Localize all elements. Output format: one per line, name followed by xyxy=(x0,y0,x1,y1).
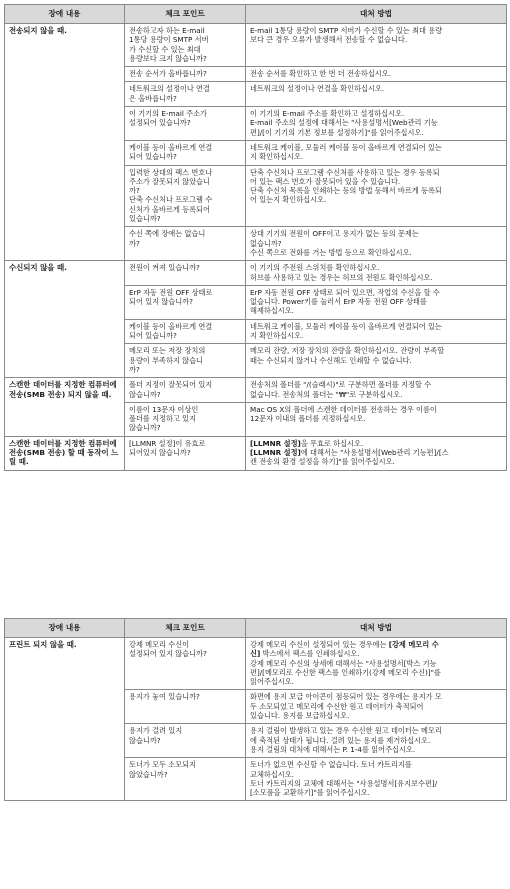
action-line: 없습니다. 전송처의 폴더는 "₩"로 구분하십시오. xyxy=(250,389,403,399)
action-line: 없습니다. Power키를 눌러서 ErP 자동 전원 OFF 상태를 xyxy=(250,297,427,307)
check-point-cell xyxy=(125,261,246,286)
setting-name: [강제 메모리 수 xyxy=(388,640,439,649)
check-point-line: 케이블 등이 올바르게 연결 xyxy=(129,142,213,152)
check-point-cell xyxy=(125,24,246,67)
action-cell xyxy=(246,402,507,436)
action-line: 편]/[이 기기의 기본 정보를 설정하기]"를 읽어주십시오. xyxy=(250,127,424,137)
check-point-line: ErP 자동 전원 OFF 상태로 xyxy=(129,287,213,297)
action-line: 토너가 없으면 수신할 수 없습니다. 토너 카트리지를 xyxy=(250,760,412,770)
action-line: 강제 메모리 수신이 설정되어 있는 경우에는 [강제 메모리 수 xyxy=(250,640,439,649)
action-cell xyxy=(246,724,507,758)
action-line: Mac OS X의 폴더에 스캔한 데이터를 전송하는 경우 이름이 xyxy=(250,404,437,414)
action-line: 12문자 이내의 폴더를 지정하십시오. xyxy=(250,414,366,424)
action-line: 강제 메모리 수신의 상세에 대해서는 "사용설명서[박스 기능 xyxy=(250,658,437,668)
action-cell xyxy=(246,67,507,82)
table-header-row xyxy=(5,619,507,638)
check-point-line: 입력한 상대의 팩스 번호나 xyxy=(129,167,213,177)
table-row xyxy=(5,378,507,403)
action-line: 편]/[메모리로 수신한 팩스를 인쇄하기(강제 메모리 수신)]"를 xyxy=(250,667,441,677)
check-point-line: 단축 수신처나 프로그램 수 xyxy=(129,195,213,205)
check-point-line: 용지가 걸려 있지 xyxy=(129,726,183,736)
check-point-line: 되어 있습니까? xyxy=(129,331,177,341)
setting-name: [LLMNR 설정] xyxy=(250,447,301,457)
check-point-cell xyxy=(125,165,246,227)
check-point-line: 설정되어 있지 않습니까? xyxy=(129,649,207,659)
setting-name: [LLMNR 설정] xyxy=(250,438,301,448)
check-point-line: 용량보다 크지 않습니까? xyxy=(129,53,207,63)
check-point-line: 주소가 잘못되지 않았습니 xyxy=(129,176,210,186)
action-line: 화면에 용지 보급 아이콘이 점등되어 있는 경우에는 용지가 모 xyxy=(250,692,442,702)
action-line: 상대 기기의 전원이 OFF이고 용지가 없는 등의 문제는 xyxy=(250,229,419,239)
check-point-line: 강제 메모리 수신이 xyxy=(129,640,190,649)
action-line: 이 기기의 E-mail 주소를 확인하고 설정하십시오. xyxy=(250,109,405,119)
action-line: [LLMNR 설정]에 대해서는 "사용설명서[Web관리 기능편]/[스 xyxy=(250,447,449,457)
check-point-line: 전송하고자 하는 E-mail xyxy=(129,26,205,35)
check-point-cell xyxy=(125,82,246,107)
check-point-cell xyxy=(125,690,246,724)
action-cell xyxy=(246,378,507,403)
action-line: [소모품을 교환하기]"를 읽어주십시오. xyxy=(250,788,370,798)
action-cell xyxy=(246,758,507,801)
action-line: 지 확인하십시오. xyxy=(250,331,304,341)
action-cell xyxy=(246,140,507,165)
check-point-cell xyxy=(125,402,246,436)
action-line: 네트워크 케이블, 모듈러 케이블 등이 올바르게 연결되어 있는 xyxy=(250,321,442,331)
check-point-line: 있습니까? xyxy=(129,214,161,224)
action-line: 네트워크 케이블, 모듈러 케이블 등이 올바르게 연결되어 있는 xyxy=(250,142,442,152)
action-line: 용지 걸림이 발생하고 있는 경우 수신한 원고 데이터는 메모리 xyxy=(250,726,442,736)
check-point-line: 폴더를 지정하고 있지 xyxy=(129,414,197,424)
check-point-line: [LLMNR 설정]이 유효로 xyxy=(129,438,206,448)
table-body xyxy=(5,638,507,801)
check-point-line: 전송 순서가 올바릅니까? xyxy=(129,69,207,79)
check-point-cell xyxy=(125,638,246,690)
symptom-cell: 수신되지 않을 때. xyxy=(5,261,125,378)
check-point-line: 않습니까? xyxy=(129,735,161,745)
check-point-line: 이 기기의 E-mail 주소가 xyxy=(129,109,207,119)
check-point-cell xyxy=(125,436,246,470)
action-line: 단축 수신처 목록을 인쇄하는 등의 방법 등해서 바르게 등록되 xyxy=(250,186,442,196)
header-symptom: 장애 내용 xyxy=(5,619,125,638)
table-row xyxy=(5,261,507,286)
check-point-line: 가 수신할 수 있는 최대 xyxy=(129,44,201,54)
action-cell xyxy=(246,107,507,141)
symptom-cell: 프린트 되지 않을 때. xyxy=(5,638,125,801)
check-point-line: 토너가 모두 소모되지 xyxy=(129,760,197,770)
check-point-line: 까? xyxy=(129,238,140,248)
check-point-line: 용지가 놓여 있습니까? xyxy=(129,692,200,702)
action-line: 메모리 잔량, 저장 장치의 잔량을 확인하십시오. 잔량이 부족할 xyxy=(250,346,445,356)
check-point-cell xyxy=(125,67,246,82)
table-row xyxy=(5,24,507,67)
action-line: 허브를 사용하고 있는 경우는 허브의 전원도 확인하십시오. xyxy=(250,272,433,282)
check-point-line: 않습니까? xyxy=(129,389,161,399)
action-line: E-mail 주소의 설정에 대해서는 "사용설명서[Web관리 기능 xyxy=(250,118,438,128)
action-line: 에 축적된 상태가 됩니다. 걸려 있는 용지를 제거하십시오. xyxy=(250,735,431,745)
check-point-cell xyxy=(125,724,246,758)
action-cell xyxy=(246,261,507,286)
action-line: [LLMNR 설정]을 무효로 하십시오. xyxy=(250,438,364,448)
action-line: 해제하십시오. xyxy=(250,306,294,316)
action-line: 두 소모되었고 메모리에 수신한 원고 데이터가 축적되어 xyxy=(250,701,424,711)
action-cell xyxy=(246,165,507,227)
action-cell xyxy=(246,285,507,319)
action-line: 전송처의 폴더를 "/(슬래시)"로 구분하면 폴더를 지정할 수 xyxy=(250,380,432,390)
table-header-row xyxy=(5,5,507,24)
table-body xyxy=(5,24,507,471)
action-cell xyxy=(246,82,507,107)
check-point-line: 수신 쪽에 장애는 없습니 xyxy=(129,229,206,239)
check-point-line: 케이블 등이 올바르게 연결 xyxy=(129,321,213,331)
action-line: 보다 큰 경우 오류가 발생해서 전송할 수 없습니다. xyxy=(250,35,408,45)
action-line: E-mail 1통당 용량이 SMTP 서버가 수신할 수 있는 최대 용량 xyxy=(250,26,443,35)
action-line: 때는 수신되지 않거나 수신해도 인쇄할 수 없습니다. xyxy=(250,355,412,365)
check-point-cell xyxy=(125,378,246,403)
action-cell xyxy=(246,436,507,470)
troubleshooting-table-transmission xyxy=(4,4,507,471)
action-line: 단축 수신처나 프로그램 수신처를 사용하고 있는 경우 등록되 xyxy=(250,167,440,177)
action-cell xyxy=(246,227,507,261)
check-point-line: 네트워크의 설정이나 연결 xyxy=(129,84,210,94)
check-point-line: 전원이 켜져 있습니까? xyxy=(129,263,200,273)
check-point-cell xyxy=(125,344,246,378)
check-point-line: 메모리 또는 저장 장치의 xyxy=(129,346,206,356)
header-symptom: 장애 내용 xyxy=(5,5,125,24)
action-line: 어 있는지 확인하십시오. xyxy=(250,195,327,205)
symptom-cell: 스캔한 데이터를 지정한 컴퓨터에 전송(SMB 전송) 되지 않을 때. xyxy=(5,378,125,436)
action-line: 있습니다. 용지를 보급하십시오. xyxy=(250,711,350,721)
check-point-line: 1통당 용량이 SMTP 서버 xyxy=(129,35,209,45)
action-line: 토너 카트리지의 교체에 대해서는 "사용설명서[유지보수편]/ xyxy=(250,778,438,788)
action-line: ErP 자동 전원 OFF 상태로 되어 있으면, 작업의 수신을 할 수 xyxy=(250,287,440,297)
check-point-cell xyxy=(125,140,246,165)
action-line: 어 있는 팩스 번호가 잘못되어 있을 수 있습니다. xyxy=(250,176,401,186)
header-check-point: 체크 포인트 xyxy=(125,5,246,24)
action-line: 이 기기의 주전원 스위치를 확인하십시오. xyxy=(250,263,380,273)
action-line: 교체하십시오. xyxy=(250,769,294,779)
action-line: 전송 순서를 확인하고 한 번 더 전송하십시오. xyxy=(250,69,391,79)
check-point-line: 설정되어 있습니까? xyxy=(129,118,191,128)
action-cell xyxy=(246,638,507,690)
setting-name: 신] xyxy=(250,649,261,659)
action-line: 용지 걸림의 대처에 대해서는 P. 1-4를 읽어주십시오. xyxy=(250,744,416,754)
check-point-line: 은 올바릅니까? xyxy=(129,93,177,103)
check-point-line: 까? xyxy=(129,186,140,196)
table-row xyxy=(5,436,507,470)
check-point-line: 신처가 올바르게 등록되어 xyxy=(129,204,210,214)
action-line: 네트워크의 설정이나 연결을 확인하십시오. xyxy=(250,84,385,94)
symptom-cell: 전송되지 않을 때. xyxy=(5,24,125,261)
check-point-cell xyxy=(125,319,246,344)
check-point-cell xyxy=(125,227,246,261)
check-point-line: 되어 있습니까? xyxy=(129,152,177,162)
check-point-line: 되어있지 않습니까? xyxy=(129,447,191,457)
check-point-line: 이름이 13문자 이상인 xyxy=(129,404,199,414)
check-point-line: 않았습니까? xyxy=(129,769,168,779)
troubleshooting-table-printing xyxy=(4,618,507,801)
action-cell xyxy=(246,690,507,724)
symptom-cell: 스캔한 데이터를 지정한 컴퓨터에 전송(SMB 전송) 할 때 동작이 느릴 때. xyxy=(5,436,125,470)
check-point-line: 용량이 부족하지 않습니 xyxy=(129,355,204,365)
action-line: 없습니까? xyxy=(250,238,282,248)
check-point-cell xyxy=(125,285,246,319)
check-point-line: 않습니까? xyxy=(129,423,161,433)
table-row xyxy=(5,638,507,690)
check-point-line: 되어 있지 않습니까? xyxy=(129,297,193,307)
check-point-line: 까? xyxy=(129,364,140,374)
header-check-point: 체크 포인트 xyxy=(125,619,246,638)
check-point-cell xyxy=(125,107,246,141)
check-point-line: 폴더 지정이 잘못되어 있지 xyxy=(129,380,213,390)
action-line: 신] 박스에서 팩스를 인쇄하십시오. xyxy=(250,649,360,659)
header-action: 대처 방법 xyxy=(246,619,507,638)
action-cell xyxy=(246,344,507,378)
header-action: 대처 방법 xyxy=(246,5,507,24)
action-line: 지 확인하십시오. xyxy=(250,152,304,162)
action-line: 캔 전송의 환경 설정을 하기]"를 읽어주십시오. xyxy=(250,457,395,467)
action-line: 수신 쪽으로 전화를 거는 방법 등으로 확인하십시오. xyxy=(250,247,412,257)
check-point-cell xyxy=(125,758,246,801)
action-cell xyxy=(246,319,507,344)
action-cell xyxy=(246,24,507,67)
action-line: 읽어주십시오. xyxy=(250,677,294,687)
